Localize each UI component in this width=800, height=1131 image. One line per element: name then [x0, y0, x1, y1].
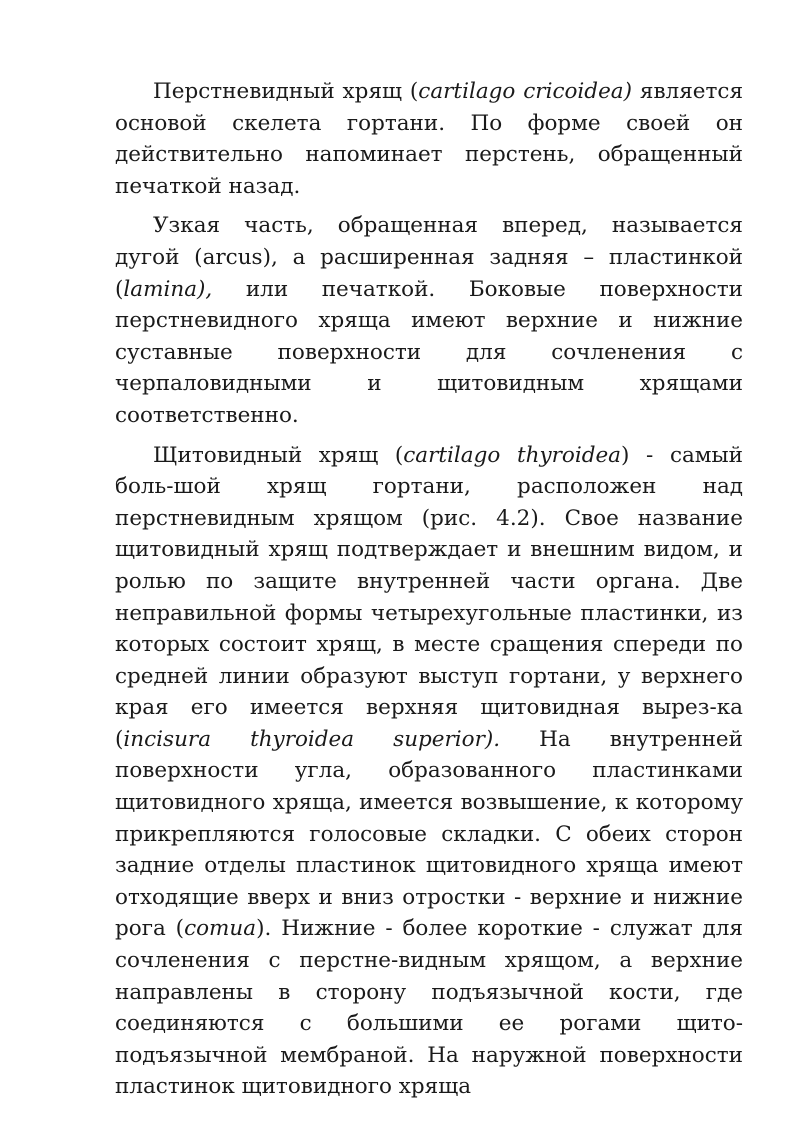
text-run: Перстневидный хрящ (: [153, 79, 419, 104]
text-run: ). Нижние - более короткие - служат для сочленения с перстне-видным хрящом, а верхние направлены в сторону подъязычной кости, где соединяются с большими ее рогами щито-подъязычной мембраной. На наружной поверхности пластинок щитовидного хряща: [115, 916, 743, 1100]
text-run: Узкая часть, обращенная вперед, называется дугой (arcus), а расширенная задняя – пластинкой (: [115, 213, 743, 302]
text-run: является основой скелета гортани. По форме своей он действительно напоминает перстень, обращенный печаткой назад.: [115, 79, 744, 199]
latin-term: lamina),: [123, 276, 213, 302]
latin-term: cartilago thyroidea: [403, 442, 621, 468]
latin-term: comua: [184, 916, 257, 942]
paragraph-thyroid: [115, 440, 743, 1103]
text-run: или печаткой. Боковые поверхности перстневидного хряща имеют верхние и нижние суставные поверхности для сочленения с черпаловидными и щитовидным хрящами соответственно.: [115, 276, 743, 428]
text-run: ) - самый боль-шой хрящ гортани, расположен над перстневидным хрящом (рис. 4.2). Свое название щитовидный хрящ подтверждает и внешним видом, и ролью по защите внутренней части органа. Две неправильной формы четырехугольные пластинки, из которых состоит хрящ, в месте сращения спереди по средней линии образуют выступ гортани, у верхнего края его имеется верхняя щитовидная вырез-ка (: [115, 442, 743, 752]
paragraph-arcus-lamina: [115, 210, 743, 431]
latin-term: incisura thyroidea superior).: [123, 726, 501, 752]
text-run: На внутренней поверхности угла, образованного пластинками щитовидного хряща, имеется возвышение, к которому прикрепляются голосовые складки. С обеих сторон задние отделы пластинок щитовидного хряща имеют отходящие вверх и вниз отростки - верхние и нижние рога (: [115, 726, 743, 942]
text-run: Щитовидный хрящ (: [153, 442, 404, 468]
latin-term: cartilago cricoidea): [418, 79, 632, 104]
paragraph-cricoid: [115, 76, 743, 202]
document-page: [115, 76, 743, 1111]
